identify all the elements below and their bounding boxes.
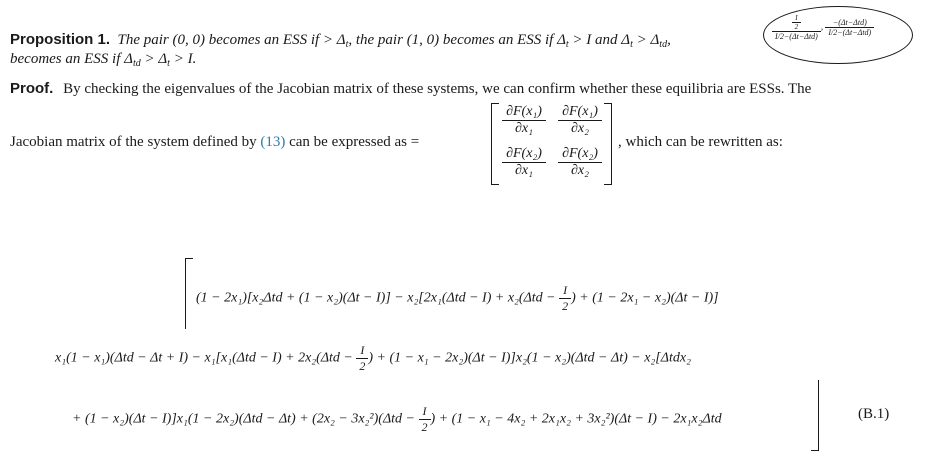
equation-row-3: + (1 − x₂)(Δt − I)]x₁(1 − 2x₂)(Δtd − Δt) + (2x₂ − 3x₂²)(Δtd − $\frac{I}{2}$ ) + (1 − x₁ − 4x₂ + 2x₁x₂ + 3x₂²)(Δt − I) − 2x₁x₂Δtd <box>72 404 722 434</box>
proposition-line-1 <box>10 31 671 50</box>
stability-vector: $\frac{\frac{I}{2}}{\text{I/2−(Δt−Δtd)}}$ , $\frac{\text{−(Δt−Δtd)}}{\text{I/2−(Δt−Δtd)}}$ <box>772 14 874 41</box>
proof-label: Proof. <box>10 80 54 97</box>
proof-line-2: Jacobian matrix of the system defined by (13) can be expressed as = <box>10 134 420 150</box>
vector-component-2: $\frac{\text{−(Δt−Δtd)}}{\text{I/2−(Δt−Δtd)}}$ <box>825 18 874 37</box>
jacobian-cell-22: $\frac{\text{∂F(x₂)}}{\text{∂x₂}}$ <box>554 146 606 179</box>
proof-line-1 <box>10 80 811 98</box>
proposition-line-2: becomes an ESS if $\Delta_{td} > \Delta_t > I$. <box>10 51 197 69</box>
vector-component-1: $\frac{\frac{I}{2}}{\text{I/2−(Δt−Δtd)}}$ <box>772 14 821 41</box>
proposition-text: The pair (0, 0) becomes an ESS if > $\Delta_t$, the pair (1, 0) becomes an ESS if $\Delta_t > I$ and $\Delta_t > \Delta_{td}$, <box>117 32 671 50</box>
equation-right-bracket <box>811 380 819 451</box>
proof-text: By checking the eigenvalues of the Jacobian matrix of these systems, we can confirm whether these equilibria are ESSs. The <box>63 81 812 97</box>
equation-reference-link[interactable]: (13) <box>260 134 286 150</box>
jacobian-cell-21: $\frac{\text{∂F(x₂)}}{\text{∂x₁}}$ <box>498 146 550 179</box>
proof-line-2-tail: , which can be rewritten as: <box>618 134 783 150</box>
jacobian-cell-12: $\frac{\text{∂F(x₁)}}{\text{∂x₂}}$ <box>554 104 606 137</box>
jacobian-cell-11: $\frac{\text{∂F(x₁)}}{\text{∂x₁}}$ <box>498 104 550 137</box>
equation-number: (B.1) <box>858 406 890 422</box>
equation-row-1: (1 − 2x₁)[x₂Δtd + (1 − x₂)(Δt − I)] − x₂[2x₁(Δtd − I) + x₂(Δtd − $\frac{I}{2}$ ) + (1 − 2x₁ − x₂)(Δt − I)] <box>196 283 719 313</box>
equation-row-2: x₁(1 − x₁)(Δtd − Δt + I) − x₁[x₁(Δtd − I) + 2x₂(Δtd − $\frac{I}{2}$ ) + (1 − x₁ − 2x₂)(Δt − I)]x₂(1 − x₂)(Δtd − Δt) − x₂[Δtdx₂ <box>55 343 691 373</box>
proposition-label: Proposition 1. <box>10 31 111 48</box>
equation-left-bracket <box>185 258 193 329</box>
